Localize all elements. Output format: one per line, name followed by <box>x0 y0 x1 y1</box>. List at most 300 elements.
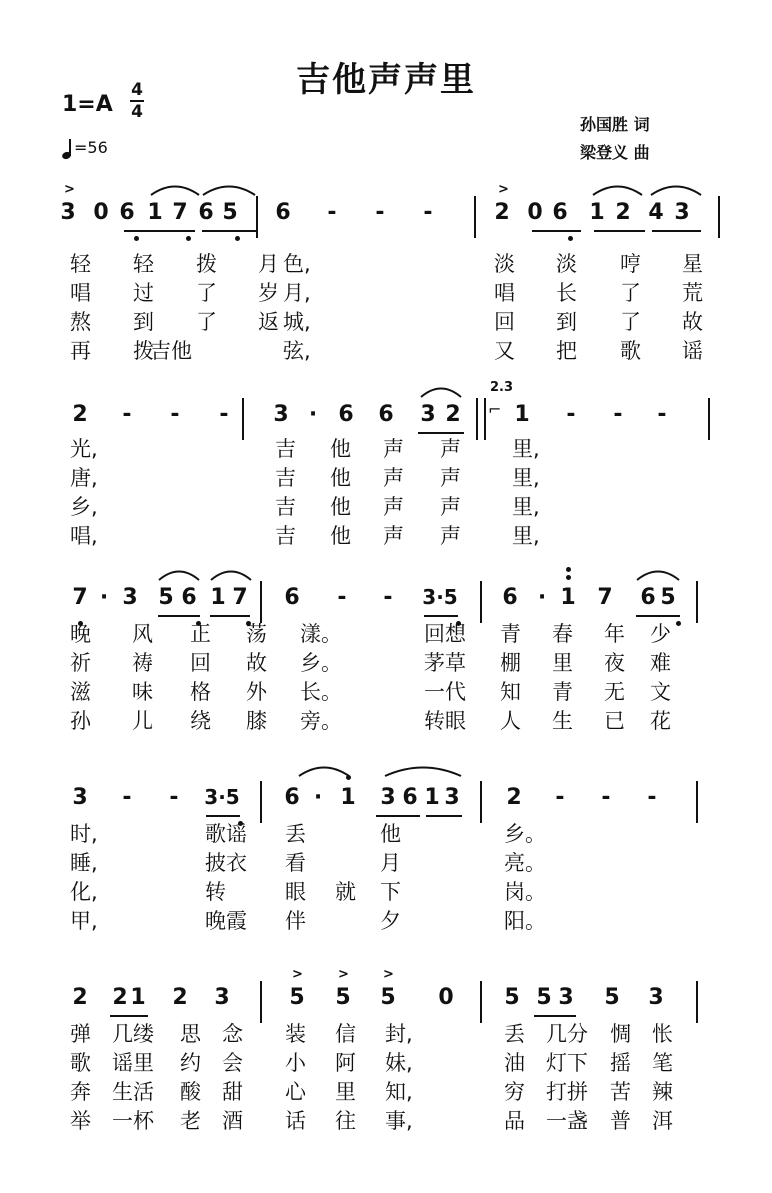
lyric: 几分 <box>546 1022 588 1046</box>
note: 1 <box>560 585 576 610</box>
lyric: 吉 <box>275 437 296 461</box>
lyric: 轻 <box>133 252 154 276</box>
note: 0 <box>93 200 109 225</box>
note: 3 <box>648 985 664 1010</box>
note: 6 <box>338 402 354 427</box>
high-octave-dot <box>566 567 571 572</box>
note: 3·5 <box>204 785 240 809</box>
barline <box>696 581 698 623</box>
note: 6 <box>284 585 300 610</box>
note: 6 <box>502 585 518 610</box>
lyric: 难 <box>650 651 671 675</box>
volta-number: 2.3 <box>490 380 514 395</box>
lyric: 了 <box>196 310 217 334</box>
lyric: 长。 <box>300 680 342 704</box>
note: 3 <box>122 585 138 610</box>
lyric: 装 <box>285 1022 306 1046</box>
lyric: 一代 <box>424 680 466 704</box>
barline <box>260 781 262 823</box>
note: 5 <box>504 985 520 1010</box>
lyric: 里 <box>552 651 573 675</box>
barline <box>696 781 698 823</box>
lyric: 孙 <box>70 709 91 733</box>
lyric: 人 <box>500 709 521 733</box>
lyric: 吉他 <box>150 339 192 363</box>
note: 1 <box>340 785 356 810</box>
lyric: 亮。 <box>504 851 546 875</box>
lyric: 歌 <box>70 1051 91 1075</box>
lyric: 城, <box>283 310 311 334</box>
lyric: 旁。 <box>300 709 342 733</box>
lyric: 格 <box>190 680 211 704</box>
lyric: 声 <box>383 466 404 490</box>
underline <box>110 1015 148 1017</box>
barline <box>480 581 482 623</box>
lyric: 回 <box>190 651 211 675</box>
lyric: 声 <box>383 524 404 548</box>
underline <box>426 815 462 817</box>
lyric: 声 <box>440 437 461 461</box>
note: · <box>99 585 109 610</box>
lyric: 谣里 <box>112 1051 154 1075</box>
note: 3 <box>72 785 88 810</box>
note: 5 <box>660 585 676 610</box>
slur <box>210 567 252 581</box>
lyric: 转眼 <box>424 709 466 733</box>
accent-mark: > <box>338 967 349 982</box>
lyric: 年 <box>604 622 625 646</box>
note: 6 <box>640 585 656 610</box>
note: 3 <box>60 200 76 225</box>
note: 6 <box>378 402 394 427</box>
lyric: 转 <box>205 880 226 904</box>
lyric: 无 <box>604 680 625 704</box>
lyric: 故 <box>682 310 703 334</box>
note: 6 <box>402 785 418 810</box>
lyric: 哼 <box>620 252 641 276</box>
lyric: 会 <box>222 1051 243 1075</box>
low-octave-dot <box>676 621 681 626</box>
lyric: 思 <box>180 1022 201 1046</box>
note: 7 <box>172 200 188 225</box>
lyric: 几缕 <box>112 1022 154 1046</box>
barline <box>708 398 710 440</box>
note: · <box>313 785 323 810</box>
lyric: 封, <box>385 1022 413 1046</box>
lyric: 一盏 <box>546 1109 588 1133</box>
lyric: 淡 <box>494 252 515 276</box>
note: 6 <box>119 200 135 225</box>
note: 5 <box>222 200 238 225</box>
note: 5 <box>536 985 552 1010</box>
note: - <box>219 402 229 427</box>
note: 2 <box>615 200 631 225</box>
note: - <box>327 200 337 225</box>
lyric: 怅 <box>652 1022 673 1046</box>
note: 3 <box>674 200 690 225</box>
lyric: 了 <box>196 281 217 305</box>
lyric: 伴 <box>285 909 306 933</box>
lyric: 夕 <box>380 909 401 933</box>
lyric: 生 <box>552 709 573 733</box>
lyric: 花 <box>650 709 671 733</box>
note: 5 <box>335 985 351 1010</box>
note: 3 <box>420 402 436 427</box>
lyric: 青 <box>500 622 521 646</box>
lyric: 正 <box>190 622 211 646</box>
lyric: 时, <box>70 822 98 846</box>
page-title: 吉他声声里 <box>296 60 476 100</box>
lyric: 外 <box>246 680 267 704</box>
note: 3 <box>380 785 396 810</box>
barline <box>242 398 244 440</box>
lyric: 化, <box>70 880 98 904</box>
lyric: 酸 <box>180 1080 201 1104</box>
lyric: 唱 <box>494 281 515 305</box>
lyric: 穷 <box>504 1080 525 1104</box>
lyric: 他 <box>330 495 351 519</box>
note: - <box>613 402 623 427</box>
note: 7 <box>597 585 613 610</box>
lyric: 里 <box>335 1080 356 1104</box>
lyric: 月 <box>258 252 279 276</box>
lyric: 唱 <box>70 281 91 305</box>
lyric: 轻 <box>70 252 91 276</box>
note: 5 <box>604 985 620 1010</box>
note: - <box>555 785 565 810</box>
lyric: 长 <box>556 281 577 305</box>
lyric: 吉 <box>275 495 296 519</box>
time-signature <box>128 80 146 122</box>
lyric: 甜 <box>222 1080 243 1104</box>
lyric: 过 <box>133 281 154 305</box>
lyric: 晚霞 <box>205 909 247 933</box>
note: - <box>601 785 611 810</box>
lyric: 儿 <box>132 709 153 733</box>
lyric: 声 <box>383 437 404 461</box>
note: 1 <box>210 585 226 610</box>
note: 3 <box>273 402 289 427</box>
time-signature-top: 4 <box>131 80 143 100</box>
lyric: 知 <box>500 680 521 704</box>
note: 2 <box>494 200 510 225</box>
lyric: 祈 <box>70 651 91 675</box>
slur <box>298 763 350 777</box>
slur <box>158 567 200 581</box>
lyric: 小 <box>285 1051 306 1075</box>
lyric: 声 <box>440 495 461 519</box>
note: 6 <box>284 785 300 810</box>
lyric: 唱, <box>70 524 98 548</box>
note: - <box>337 585 347 610</box>
slur <box>592 182 643 196</box>
lyric: 弦, <box>283 339 311 363</box>
lyric: 膝 <box>246 709 267 733</box>
lyric: 知, <box>385 1080 413 1104</box>
lyric: 事, <box>385 1109 413 1133</box>
underline <box>202 230 256 232</box>
lyric: 少 <box>650 622 671 646</box>
barline <box>476 398 478 440</box>
lyric: 乡。 <box>504 822 546 846</box>
lyric: 灯下 <box>546 1051 588 1075</box>
lyric: 乡, <box>70 495 98 519</box>
low-octave-dot <box>186 236 191 241</box>
lyric: 一杯 <box>112 1109 154 1133</box>
barline <box>718 196 720 238</box>
lyric: 谣 <box>682 339 703 363</box>
lyric: 披衣 <box>205 851 247 875</box>
lyric: 漾。 <box>300 622 342 646</box>
lyric: 月 <box>380 851 401 875</box>
note: · <box>537 585 547 610</box>
note: - <box>122 402 132 427</box>
note: 3 <box>444 785 460 810</box>
lyric: 苦 <box>610 1080 631 1104</box>
low-octave-dot <box>134 236 139 241</box>
lyric: 丢 <box>504 1022 525 1046</box>
lyric: 他 <box>330 437 351 461</box>
lyric: 淡 <box>556 252 577 276</box>
note: - <box>375 200 385 225</box>
note: 6 <box>275 200 291 225</box>
lyric: 歌谣 <box>205 822 247 846</box>
note: 2 <box>506 785 522 810</box>
lyric: 月, <box>283 281 311 305</box>
volta-hook: ⌐ <box>488 400 502 419</box>
barline <box>260 981 262 1023</box>
lyric: 棚 <box>500 651 521 675</box>
slur <box>636 567 680 581</box>
note: 2 <box>172 985 188 1010</box>
lyric: 看 <box>285 851 306 875</box>
underline <box>594 230 645 232</box>
underline <box>206 815 240 817</box>
lyric: 惆 <box>610 1022 631 1046</box>
lyric: 唐, <box>70 466 98 490</box>
slur <box>150 182 200 196</box>
lyric: 吉 <box>275 524 296 548</box>
lyric: 念 <box>222 1022 243 1046</box>
note: 6 <box>198 200 214 225</box>
note: - <box>122 785 132 810</box>
lyric: 把 <box>556 339 577 363</box>
lyric: 里, <box>512 466 540 490</box>
lyric: 声 <box>440 466 461 490</box>
lyric: 下 <box>380 880 401 904</box>
note: 0 <box>527 200 543 225</box>
accent-mark: > <box>64 182 75 197</box>
lyric: 故 <box>246 651 267 675</box>
lyric: 老 <box>180 1109 201 1133</box>
note: 3 <box>214 985 230 1010</box>
lyric: 就 <box>335 880 356 904</box>
note: 1 <box>424 785 440 810</box>
underline <box>532 230 581 232</box>
underline <box>424 615 458 617</box>
tempo-marking <box>62 138 108 159</box>
underline <box>210 615 250 617</box>
lyric: 话 <box>285 1109 306 1133</box>
underline <box>534 1015 576 1017</box>
lyric: 甲, <box>70 909 98 933</box>
low-octave-dot <box>235 236 240 241</box>
lyric: 里, <box>512 437 540 461</box>
lyric: 信 <box>335 1022 356 1046</box>
barline <box>696 981 698 1023</box>
lyric: 阳。 <box>504 909 546 933</box>
note: - <box>657 402 667 427</box>
lyric: 普 <box>610 1109 631 1133</box>
note: 3 <box>558 985 574 1010</box>
quarter-note-icon <box>62 139 74 159</box>
lyric: 他 <box>380 822 401 846</box>
note: - <box>169 785 179 810</box>
lyric: 弹 <box>70 1022 91 1046</box>
lyric: 岁 <box>258 281 279 305</box>
lyric: 祷 <box>132 651 153 675</box>
lyric: 里, <box>512 524 540 548</box>
lyric: 乡。 <box>300 651 342 675</box>
note: 1 <box>130 985 146 1010</box>
note: 0 <box>438 985 454 1010</box>
low-octave-dot <box>568 236 573 241</box>
note: 4 <box>648 200 664 225</box>
lyric: 生活 <box>112 1080 154 1104</box>
lyric: 眼 <box>285 880 306 904</box>
note: 1 <box>514 402 530 427</box>
lyric: 笔 <box>652 1051 673 1075</box>
lyric: 心 <box>285 1080 306 1104</box>
lyric: 打拼 <box>546 1080 588 1104</box>
barline <box>480 981 482 1023</box>
note: 2 <box>112 985 128 1010</box>
note: 2 <box>72 402 88 427</box>
note: 1 <box>147 200 163 225</box>
note: 6 <box>181 585 197 610</box>
lyric: 睡, <box>70 851 98 875</box>
lyric: 他 <box>330 524 351 548</box>
lyric: 约 <box>180 1051 201 1075</box>
lyric: 了 <box>620 310 641 334</box>
note: 3·5 <box>422 585 458 609</box>
lyric: 色, <box>283 252 311 276</box>
lyric: 再 <box>70 339 91 363</box>
underline <box>158 615 200 617</box>
lyric: 光, <box>70 437 98 461</box>
slur <box>650 182 702 196</box>
accent-mark: > <box>292 967 303 982</box>
lyric: 声 <box>383 495 404 519</box>
lyric: 绕 <box>190 709 211 733</box>
lyric: 摇 <box>610 1051 631 1075</box>
lyric: 回 <box>494 310 515 334</box>
lyric: 洱 <box>652 1109 673 1133</box>
lyric: 油 <box>504 1051 525 1075</box>
lyric: 熬 <box>70 310 91 334</box>
note: - <box>170 402 180 427</box>
note: 6 <box>552 200 568 225</box>
lyric: 青 <box>552 680 573 704</box>
lyric: 到 <box>556 310 577 334</box>
lyric: 了 <box>620 281 641 305</box>
barline <box>256 196 258 238</box>
lyric: 又 <box>494 339 515 363</box>
note: - <box>566 402 576 427</box>
barline <box>260 581 262 623</box>
high-octave-dot <box>566 575 571 580</box>
lyric: 拨 <box>133 339 154 363</box>
note: - <box>383 585 393 610</box>
lyric: 荡 <box>246 622 267 646</box>
lyric: 声 <box>440 524 461 548</box>
key-signature: 1=A <box>62 92 113 117</box>
note: - <box>423 200 433 225</box>
lyric: 辣 <box>652 1080 673 1104</box>
lyric: 星 <box>682 252 703 276</box>
lyric: 晚 <box>70 622 91 646</box>
time-signature-bottom: 4 <box>131 102 143 122</box>
note: 7 <box>232 585 248 610</box>
lyric: 举 <box>70 1109 91 1133</box>
lyric: 茅草 <box>424 651 466 675</box>
underline <box>652 230 701 232</box>
note: 1 <box>589 200 605 225</box>
note: 7 <box>72 585 88 610</box>
lyric: 返 <box>258 310 279 334</box>
accent-mark: > <box>498 182 509 197</box>
lyric: 风 <box>132 622 153 646</box>
lyric: 春 <box>552 622 573 646</box>
lyric: 吉 <box>275 466 296 490</box>
note: · <box>308 402 318 427</box>
lyric: 回想 <box>424 622 466 646</box>
note: 5 <box>380 985 396 1010</box>
barline <box>484 398 486 440</box>
lyric: 已 <box>604 709 625 733</box>
composer-credit: 梁登义 曲 <box>580 143 650 162</box>
underline <box>124 230 195 232</box>
lyric: 往 <box>335 1109 356 1133</box>
note: 5 <box>158 585 174 610</box>
lyric: 奔 <box>70 1080 91 1104</box>
lyric: 他 <box>330 466 351 490</box>
note: 5 <box>289 985 305 1010</box>
lyric: 品 <box>504 1109 525 1133</box>
tempo-value: =56 <box>74 138 108 157</box>
lyric: 味 <box>132 680 153 704</box>
slur <box>420 384 462 398</box>
lyric: 到 <box>133 310 154 334</box>
lyric: 荒 <box>682 281 703 305</box>
slur <box>384 763 462 777</box>
lyric: 酒 <box>222 1109 243 1133</box>
lyric: 夜 <box>604 651 625 675</box>
lyric: 歌 <box>620 339 641 363</box>
lyric: 妹, <box>385 1051 413 1075</box>
lyric: 文 <box>650 680 671 704</box>
note: - <box>647 785 657 810</box>
note: 2 <box>72 985 88 1010</box>
lyricist-credit: 孙国胜 词 <box>580 115 650 134</box>
note: 2 <box>445 402 461 427</box>
slur <box>202 182 256 196</box>
underline <box>636 615 680 617</box>
barline <box>474 196 476 238</box>
underline <box>376 815 420 817</box>
lyric: 里, <box>512 495 540 519</box>
lyric: 岗。 <box>504 880 546 904</box>
